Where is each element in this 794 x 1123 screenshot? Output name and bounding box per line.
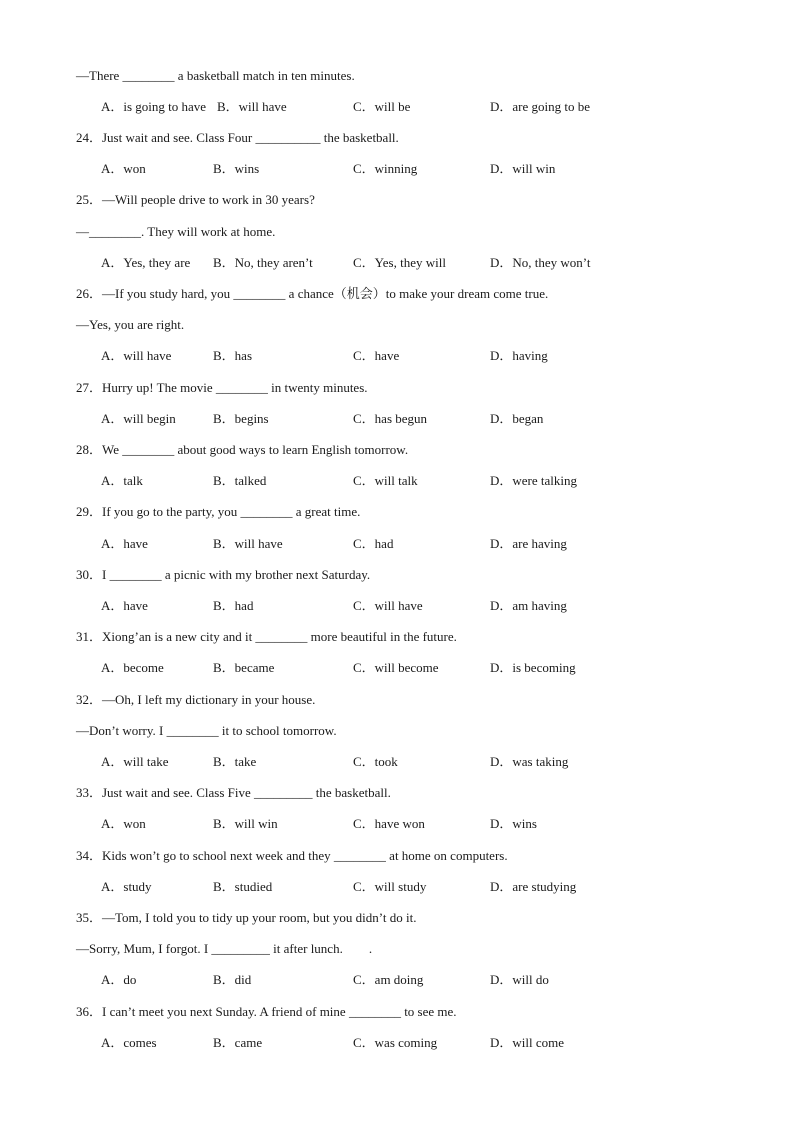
q33-option-a[interactable]: A．won: [101, 816, 146, 831]
q34-option-c[interactable]: C．will study: [353, 879, 427, 894]
q28-option-d[interactable]: D．were talking: [490, 473, 578, 488]
question-34-stem: 34．Kids won’t go to school next week and they ________ at home on computers.: [76, 848, 508, 863]
q30-option-d[interactable]: D．am having: [490, 598, 567, 613]
question-27-stem: 27．Hurry up! The movie ________ in twenty minutes.: [76, 380, 368, 395]
question-25-stem: 25．—Will people drive to work in 30 years?: [76, 192, 315, 207]
q25-option-b[interactable]: B．No, they aren’t: [213, 255, 313, 270]
q29-option-d[interactable]: D．are having: [490, 536, 567, 551]
q30-option-b[interactable]: B．had: [213, 598, 254, 613]
question-25-reply: —________. They will work at home.: [76, 224, 276, 239]
question-30-stem: 30．I ________ a picnic with my brother next Saturday.: [76, 567, 371, 582]
q32-option-b[interactable]: B．take: [213, 754, 257, 769]
q23-option-b[interactable]: B．will have: [217, 99, 287, 114]
q25-option-a[interactable]: A．Yes, they are: [101, 255, 191, 270]
question-29-stem: 29．If you go to the party, you ________ a great time.: [76, 504, 361, 519]
question-26-stem: 26．—If you study hard, you ________ a chance（机会）to make your dream come true.: [76, 286, 549, 301]
q30-option-c[interactable]: C．will have: [353, 598, 423, 613]
question-33-stem: 33．Just wait and see. Class Five _________ the basketball.: [76, 785, 391, 800]
q28-option-c[interactable]: C．will talk: [353, 473, 418, 488]
q27-option-b[interactable]: B．begins: [213, 411, 269, 426]
question-23-stem: —There ________ a basketball match in ten minutes.: [76, 68, 355, 83]
q33-option-b[interactable]: B．will win: [213, 816, 278, 831]
q24-option-a[interactable]: A．won: [101, 161, 146, 176]
q34-option-a[interactable]: A．study: [101, 879, 152, 894]
q31-option-a[interactable]: A．become: [101, 660, 164, 675]
q32-option-c[interactable]: C．took: [353, 754, 398, 769]
q36-option-a[interactable]: A．comes: [101, 1035, 157, 1050]
q28-option-b[interactable]: B．talked: [213, 473, 267, 488]
q34-option-d[interactable]: D．are studying: [490, 879, 577, 894]
q25-option-c[interactable]: C．Yes, they will: [353, 255, 446, 270]
q27-option-c[interactable]: C．has begun: [353, 411, 428, 426]
question-32-reply: —Don’t worry. I ________ it to school tomorrow.: [76, 723, 337, 738]
q35-option-a[interactable]: A．do: [101, 972, 137, 987]
question-26-reply: —Yes, you are right.: [76, 317, 185, 332]
q29-option-c[interactable]: C．had: [353, 536, 394, 551]
q23-option-c[interactable]: C．will be: [353, 99, 411, 114]
q24-option-d[interactable]: D．will win: [490, 161, 556, 176]
q35-option-d[interactable]: D．will do: [490, 972, 549, 987]
q27-option-d[interactable]: D．began: [490, 411, 544, 426]
question-24-stem: 24．Just wait and see. Class Four __________ the basketball.: [76, 130, 399, 145]
q31-option-b[interactable]: B．became: [213, 660, 275, 675]
q28-option-a[interactable]: A．talk: [101, 473, 143, 488]
q32-option-d[interactable]: D．was taking: [490, 754, 569, 769]
question-35-stem: 35．—Tom, I told you to tidy up your room, but you didn’t do it.: [76, 910, 417, 925]
q36-option-d[interactable]: D．will come: [490, 1035, 565, 1050]
q23-option-a[interactable]: A．is going to have: [101, 99, 207, 114]
q35-option-c[interactable]: C．am doing: [353, 972, 424, 987]
q29-option-b[interactable]: B．will have: [213, 536, 283, 551]
q34-option-b[interactable]: B．studied: [213, 879, 273, 894]
q30-option-a[interactable]: A．have: [101, 598, 148, 613]
question-32-stem: 32．—Oh, I left my dictionary in your house.: [76, 692, 316, 707]
question-28-stem: 28．We ________ about good ways to learn English tomorrow.: [76, 442, 409, 457]
q26-option-d[interactable]: D．having: [490, 348, 548, 363]
q33-option-d[interactable]: D．wins: [490, 816, 537, 831]
q31-option-d[interactable]: D．is becoming: [490, 660, 576, 675]
q32-option-a[interactable]: A．will take: [101, 754, 169, 769]
q36-option-b[interactable]: B．came: [213, 1035, 263, 1050]
q31-option-c[interactable]: C．will become: [353, 660, 439, 675]
question-36-stem: 36．I can’t meet you next Sunday. A friend of mine ________ to see me.: [76, 1004, 457, 1019]
q33-option-c[interactable]: C．have won: [353, 816, 425, 831]
q24-option-c[interactable]: C．winning: [353, 161, 418, 176]
q36-option-c[interactable]: C．was coming: [353, 1035, 438, 1050]
question-31-stem: 31．Xiong’an is a new city and it ________ more beautiful in the future.: [76, 629, 457, 644]
q35-option-b[interactable]: B．did: [213, 972, 252, 987]
q26-option-a[interactable]: A．will have: [101, 348, 172, 363]
q23-option-d[interactable]: D．are going to be: [490, 99, 591, 114]
q29-option-a[interactable]: A．have: [101, 536, 148, 551]
q26-option-b[interactable]: B．has: [213, 348, 253, 363]
question-35-reply: —Sorry, Mum, I forgot. I _________ it after lunch. .: [76, 941, 373, 956]
q27-option-a[interactable]: A．will begin: [101, 411, 176, 426]
q25-option-d[interactable]: D．No, they won’t: [490, 255, 591, 270]
q26-option-c[interactable]: C．have: [353, 348, 400, 363]
q24-option-b[interactable]: B．wins: [213, 161, 260, 176]
